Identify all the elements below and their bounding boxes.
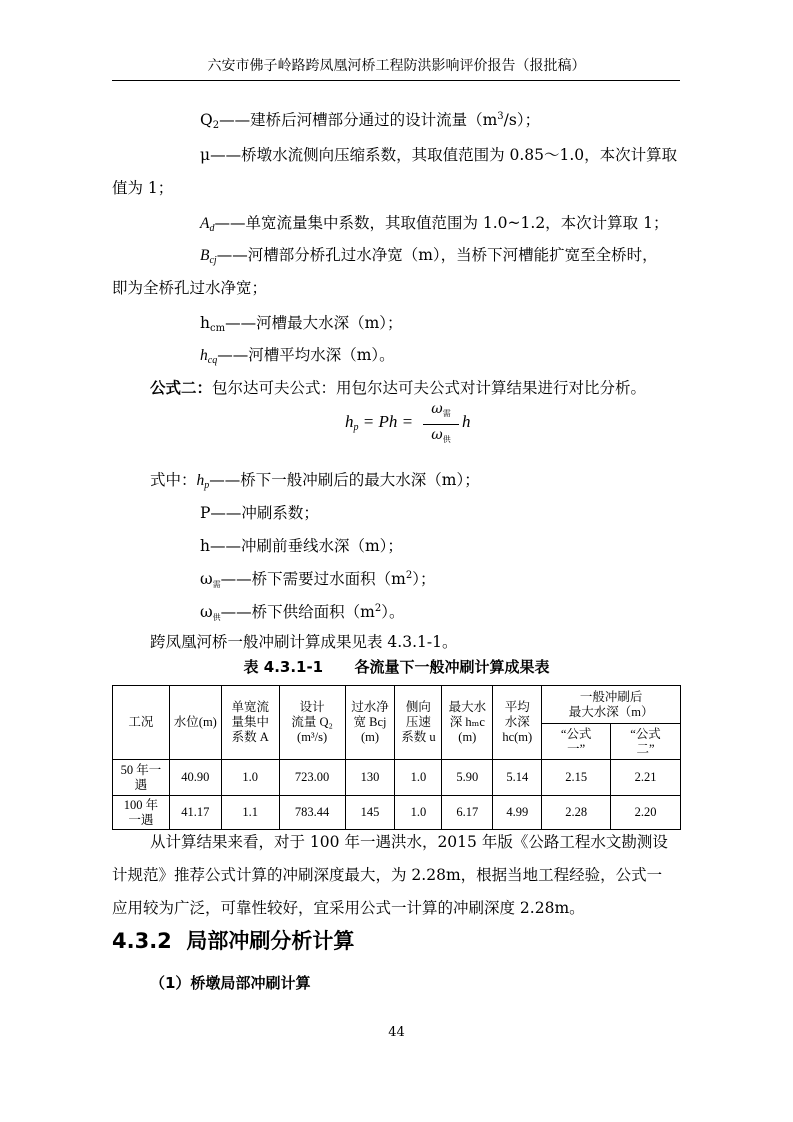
def-mu: μ——桥墩水流侧向压缩系数，其取值范围为 0.85～1.0，本次计算取 (200, 146, 678, 164)
cell-hmc: 6.17 (442, 796, 493, 830)
def-hcq (200, 343, 395, 366)
table-row (113, 760, 681, 796)
def-mu-cont: 值为 1； (112, 179, 174, 197)
num-omega: ω (431, 401, 443, 417)
hcm-symbol: h (200, 314, 210, 332)
w-need-sup: 2 (405, 570, 413, 581)
th-scour: 一般冲刷后 最大水深（m） (542, 686, 681, 724)
table-intro: 跨凤凰河桥一般冲刷计算成果见表 4.3.1-1。 (150, 633, 458, 651)
cell-case: 50 年一 遇 (113, 760, 170, 796)
w-need-symbol: ω (200, 570, 213, 588)
section-heading: 4.3.2 局部冲刷分析计算 (112, 929, 355, 953)
w-supply-sup: 2 (374, 603, 382, 614)
cell-hc: 4.99 (493, 796, 542, 830)
conclusion-line-3: 应用较为广泛，可靠性较好，宜采用公式一计算的冲刷深度 2.28m。 (112, 899, 585, 917)
cell-hc: 5.14 (493, 760, 542, 796)
den-omega: ω (431, 427, 443, 443)
formula-lhs (345, 412, 413, 433)
hcm-text: ——河槽最大水深（m）； (225, 314, 403, 332)
ad-text: ——单宽流量集中系数，其取值范围为 1.0~1.2，本次计算取 1； (214, 214, 669, 232)
th-case: 工况 (113, 686, 170, 760)
w-supply-text2: ）。 (381, 603, 405, 621)
fraction-bar (423, 424, 459, 425)
hcq-text: ——河槽平均水深（m）。 (217, 346, 395, 364)
q2-symbol: Q (200, 111, 213, 129)
hp-text: ——桥下一般冲刷后的最大水深（m）； (209, 471, 480, 489)
cell-f1: 2.15 (542, 760, 611, 796)
th-level: 水位(m) (169, 686, 221, 760)
bcj-sub: cj (209, 255, 217, 266)
formula-tail: h (462, 412, 471, 431)
def-q2 (200, 108, 540, 131)
def-p: P——冲刷系数； (200, 504, 319, 522)
cell-b: 130 (345, 760, 395, 796)
cell-hmc: 5.90 (442, 760, 493, 796)
cell-case: 100 年 一遇 (113, 796, 170, 830)
def-bcj (200, 243, 658, 266)
q2-text1: ——建桥后河槽部分通过的设计流量（m (219, 111, 498, 129)
th-formula2: “公式 二” (611, 724, 681, 760)
den-sub: 供 (442, 435, 451, 444)
th-ad: 单宽流 量集中 系数 A (221, 686, 279, 760)
w-supply-sub: 供 (212, 613, 221, 622)
def-w-need (200, 567, 435, 590)
cell-u: 1.0 (395, 760, 442, 796)
th-formula1: “公式 一” (542, 724, 611, 760)
w-supply-text1: ——桥下供给面积（m (220, 603, 375, 621)
def-hcm (200, 311, 403, 334)
conclusion-line-2: 计规范》推荐公式计算的冲刷深度最大，为 2.28m，根据当地工程经验，公式一 (112, 866, 663, 884)
conclusion-line-1: 从计算结果来看，对于 100 年一遇洪水，2015 年版《公路工程水文勘测设 (150, 833, 668, 851)
ad-sub: d (209, 223, 215, 234)
formula2-text: 包尔达可夫公式：用包尔达可夫公式对计算结果进行对比分析。 (212, 379, 647, 397)
w-need-text2: ）； (412, 570, 436, 588)
header-row-1 (113, 686, 681, 724)
formula-hp-sub: p (353, 422, 359, 433)
q2-sup: 3 (497, 111, 504, 122)
cell-u: 1.0 (395, 796, 442, 830)
th-hc: 平均 水深 hc(m) (493, 686, 542, 760)
hcq-symbol: h (200, 347, 208, 364)
formula-hp: h (345, 412, 354, 431)
page-header: 六安市佛子岭路跨凤凰河桥工程防洪影响评价报告（报批稿） (207, 58, 586, 74)
th-q: 设计 流量 Q₂ (m³/s) (279, 686, 345, 760)
def-bcj-cont: 即为全桥孔过水净宽； (112, 279, 268, 297)
table-row (113, 796, 681, 830)
bcj-symbol: B (200, 247, 210, 264)
num-sub: 需 (442, 409, 451, 418)
def-ad (200, 211, 668, 234)
cell-b: 145 (345, 796, 395, 830)
th-b: 过水净 宽 Bcj (m) (345, 686, 395, 760)
formula-fraction (423, 400, 459, 449)
fraction-numerator (431, 400, 450, 423)
table-caption: 表 4.3.1-1 各流量下一般冲刷计算成果表 (243, 658, 550, 676)
hcq-sub: cq (207, 355, 218, 366)
header-rule (112, 80, 680, 81)
cell-level: 40.90 (169, 760, 221, 796)
subsection-heading: （1）桥墩局部冲刷计算 (150, 974, 311, 992)
th-u: 侧向 压速 系数 u (395, 686, 442, 760)
q2-sub: 2 (212, 120, 220, 131)
th-hmc: 最大水 深 hₘc (m) (442, 686, 493, 760)
cell-q: 723.00 (279, 760, 345, 796)
formula2-intro (150, 376, 646, 398)
w-supply-symbol: ω (200, 603, 213, 621)
formula-mid: = Ph = (362, 412, 414, 431)
q2-text2: /s）； (503, 111, 541, 129)
hp-symbol: h (196, 472, 205, 489)
cell-a: 1.0 (221, 760, 279, 796)
fraction-denominator (431, 426, 450, 449)
cell-f2: 2.20 (611, 796, 681, 830)
where-prefix: 式中： (150, 471, 197, 489)
cell-a: 1.1 (221, 796, 279, 830)
cell-level: 41.17 (169, 796, 221, 830)
hp-sub: p (204, 480, 210, 491)
def-h: h——冲刷前垂线水深（m）； (200, 537, 403, 555)
def-w-supply (200, 600, 404, 623)
cell-f2: 2.21 (611, 760, 681, 796)
formula2-label: 公式二： (150, 379, 213, 397)
scour-table (112, 685, 681, 830)
cell-f1: 2.28 (542, 796, 611, 830)
where-hp (150, 468, 480, 491)
ad-symbol: A (200, 215, 210, 232)
w-need-sub: 需 (212, 580, 221, 589)
bcj-text: ——河槽部分桥孔过水净宽（m），当桥下河槽能扩宽至全桥时， (216, 246, 658, 264)
w-need-text1: ——桥下需要过水面积（m (220, 570, 406, 588)
cell-q: 783.44 (279, 796, 345, 830)
page-number: 44 (388, 1025, 405, 1040)
hcm-sub: cm (209, 323, 226, 334)
